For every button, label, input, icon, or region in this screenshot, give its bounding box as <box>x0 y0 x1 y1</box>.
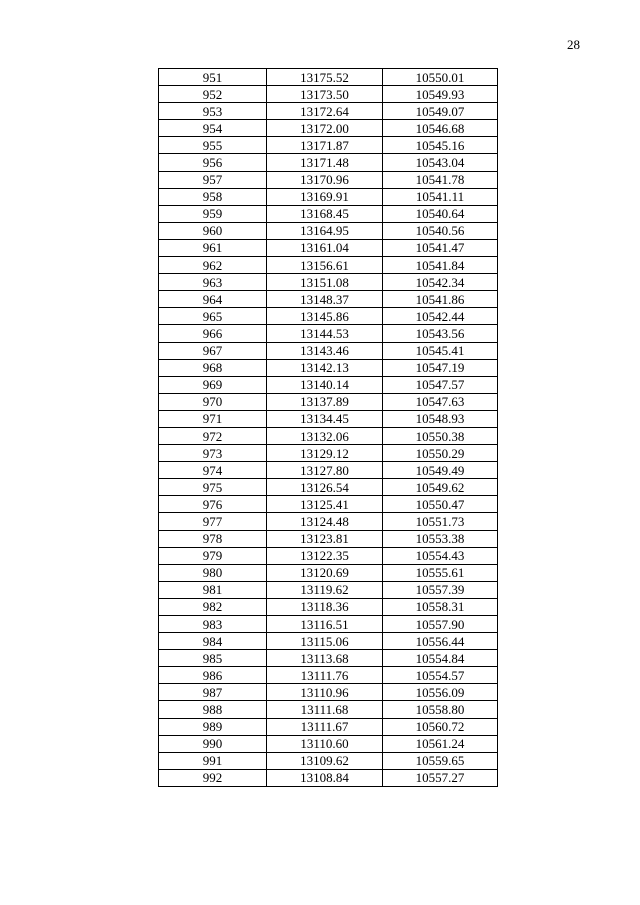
y-coordinate-cell: 10547.19 <box>383 359 498 376</box>
point-number-cell: 985 <box>159 650 267 667</box>
y-coordinate-cell: 10548.93 <box>383 410 498 427</box>
x-coordinate-cell: 13110.96 <box>267 684 383 701</box>
y-coordinate-cell: 10554.57 <box>383 667 498 684</box>
table-row <box>159 445 498 462</box>
point-number-cell: 990 <box>159 735 267 752</box>
y-coordinate-cell: 10541.47 <box>383 239 498 256</box>
y-coordinate-cell: 10558.80 <box>383 701 498 718</box>
y-coordinate-cell: 10554.43 <box>383 547 498 564</box>
table-row <box>159 633 498 650</box>
point-number-cell: 983 <box>159 616 267 633</box>
x-coordinate-cell: 13172.64 <box>267 103 383 120</box>
x-coordinate-cell: 13170.96 <box>267 171 383 188</box>
table-row <box>159 154 498 171</box>
x-coordinate-cell: 13126.54 <box>267 479 383 496</box>
point-number-cell: 982 <box>159 598 267 615</box>
point-number-cell: 974 <box>159 462 267 479</box>
table-row <box>159 410 498 427</box>
table-row <box>159 581 498 598</box>
x-coordinate-cell: 13171.48 <box>267 154 383 171</box>
x-coordinate-cell: 13118.36 <box>267 598 383 615</box>
point-number-cell: 988 <box>159 701 267 718</box>
point-number-cell: 992 <box>159 769 267 786</box>
y-coordinate-cell: 10540.56 <box>383 222 498 239</box>
table-row <box>159 735 498 752</box>
table-row <box>159 103 498 120</box>
point-number-cell: 978 <box>159 530 267 547</box>
y-coordinate-cell: 10549.93 <box>383 86 498 103</box>
x-coordinate-cell: 13168.45 <box>267 205 383 222</box>
table-row <box>159 308 498 325</box>
x-coordinate-cell: 13175.52 <box>267 69 383 86</box>
point-number-cell: 961 <box>159 239 267 256</box>
y-coordinate-cell: 10550.29 <box>383 445 498 462</box>
x-coordinate-cell: 13161.04 <box>267 239 383 256</box>
x-coordinate-cell: 13164.95 <box>267 222 383 239</box>
point-number-cell: 958 <box>159 188 267 205</box>
x-coordinate-cell: 13143.46 <box>267 342 383 359</box>
point-number-cell: 953 <box>159 103 267 120</box>
y-coordinate-cell: 10549.62 <box>383 479 498 496</box>
y-coordinate-cell: 10555.61 <box>383 564 498 581</box>
point-number-cell: 981 <box>159 581 267 598</box>
table-row <box>159 513 498 530</box>
y-coordinate-cell: 10554.84 <box>383 650 498 667</box>
x-coordinate-cell: 13125.41 <box>267 496 383 513</box>
x-coordinate-cell: 13116.51 <box>267 616 383 633</box>
point-number-cell: 963 <box>159 274 267 291</box>
x-coordinate-cell: 13142.13 <box>267 359 383 376</box>
x-coordinate-cell: 13140.14 <box>267 376 383 393</box>
table-row <box>159 120 498 137</box>
x-coordinate-cell: 13129.12 <box>267 445 383 462</box>
x-coordinate-cell: 13171.87 <box>267 137 383 154</box>
x-coordinate-cell: 13122.35 <box>267 547 383 564</box>
coordinate-table <box>158 68 498 787</box>
table-row <box>159 718 498 735</box>
table-row <box>159 598 498 615</box>
table-row <box>159 667 498 684</box>
table-row <box>159 479 498 496</box>
table-row <box>159 376 498 393</box>
point-number-cell: 962 <box>159 257 267 274</box>
table-row <box>159 205 498 222</box>
x-coordinate-cell: 13169.91 <box>267 188 383 205</box>
y-coordinate-cell: 10558.31 <box>383 598 498 615</box>
point-number-cell: 956 <box>159 154 267 171</box>
table-row <box>159 325 498 342</box>
point-number-cell: 980 <box>159 564 267 581</box>
table-row <box>159 274 498 291</box>
coordinate-table-body <box>159 69 498 787</box>
y-coordinate-cell: 10551.73 <box>383 513 498 530</box>
table-row <box>159 257 498 274</box>
x-coordinate-cell: 13156.61 <box>267 257 383 274</box>
y-coordinate-cell: 10541.86 <box>383 291 498 308</box>
table-row <box>159 650 498 667</box>
y-coordinate-cell: 10543.04 <box>383 154 498 171</box>
table-row <box>159 427 498 444</box>
point-number-cell: 951 <box>159 69 267 86</box>
point-number-cell: 968 <box>159 359 267 376</box>
table-row <box>159 530 498 547</box>
x-coordinate-cell: 13111.68 <box>267 701 383 718</box>
page-number: 28 <box>567 37 580 52</box>
point-number-cell: 960 <box>159 222 267 239</box>
x-coordinate-cell: 13127.80 <box>267 462 383 479</box>
y-coordinate-cell: 10561.24 <box>383 735 498 752</box>
table-row <box>159 342 498 359</box>
y-coordinate-cell: 10541.11 <box>383 188 498 205</box>
table-row <box>159 616 498 633</box>
x-coordinate-cell: 13109.62 <box>267 752 383 769</box>
y-coordinate-cell: 10557.39 <box>383 581 498 598</box>
y-coordinate-cell: 10556.09 <box>383 684 498 701</box>
point-number-cell: 984 <box>159 633 267 650</box>
point-number-cell: 957 <box>159 171 267 188</box>
y-coordinate-cell: 10543.56 <box>383 325 498 342</box>
y-coordinate-cell: 10549.07 <box>383 103 498 120</box>
point-number-cell: 954 <box>159 120 267 137</box>
table-row <box>159 222 498 239</box>
table-row <box>159 171 498 188</box>
table-row <box>159 462 498 479</box>
x-coordinate-cell: 13132.06 <box>267 427 383 444</box>
table-row <box>159 496 498 513</box>
point-number-cell: 952 <box>159 86 267 103</box>
point-number-cell: 959 <box>159 205 267 222</box>
table-row <box>159 86 498 103</box>
point-number-cell: 971 <box>159 410 267 427</box>
y-coordinate-cell: 10556.44 <box>383 633 498 650</box>
x-coordinate-cell: 13111.67 <box>267 718 383 735</box>
point-number-cell: 964 <box>159 291 267 308</box>
x-coordinate-cell: 13111.76 <box>267 667 383 684</box>
point-number-cell: 972 <box>159 427 267 444</box>
y-coordinate-cell: 10547.63 <box>383 393 498 410</box>
y-coordinate-cell: 10542.34 <box>383 274 498 291</box>
point-number-cell: 975 <box>159 479 267 496</box>
point-number-cell: 966 <box>159 325 267 342</box>
y-coordinate-cell: 10550.47 <box>383 496 498 513</box>
y-coordinate-cell: 10549.49 <box>383 462 498 479</box>
x-coordinate-cell: 13172.00 <box>267 120 383 137</box>
x-coordinate-cell: 13173.50 <box>267 86 383 103</box>
y-coordinate-cell: 10557.90 <box>383 616 498 633</box>
point-number-cell: 991 <box>159 752 267 769</box>
x-coordinate-cell: 13113.68 <box>267 650 383 667</box>
point-number-cell: 967 <box>159 342 267 359</box>
x-coordinate-cell: 13124.48 <box>267 513 383 530</box>
table-row <box>159 188 498 205</box>
x-coordinate-cell: 13115.06 <box>267 633 383 650</box>
table-row <box>159 69 498 86</box>
x-coordinate-cell: 13110.60 <box>267 735 383 752</box>
y-coordinate-cell: 10547.57 <box>383 376 498 393</box>
table-row <box>159 137 498 154</box>
point-number-cell: 987 <box>159 684 267 701</box>
y-coordinate-cell: 10545.41 <box>383 342 498 359</box>
table-row <box>159 684 498 701</box>
point-number-cell: 989 <box>159 718 267 735</box>
x-coordinate-cell: 13134.45 <box>267 410 383 427</box>
y-coordinate-cell: 10541.78 <box>383 171 498 188</box>
y-coordinate-cell: 10542.44 <box>383 308 498 325</box>
table-row <box>159 359 498 376</box>
y-coordinate-cell: 10541.84 <box>383 257 498 274</box>
table-row <box>159 291 498 308</box>
table-row <box>159 752 498 769</box>
point-number-cell: 955 <box>159 137 267 154</box>
y-coordinate-cell: 10540.64 <box>383 205 498 222</box>
y-coordinate-cell: 10557.27 <box>383 769 498 786</box>
y-coordinate-cell: 10546.68 <box>383 120 498 137</box>
y-coordinate-cell: 10545.16 <box>383 137 498 154</box>
point-number-cell: 986 <box>159 667 267 684</box>
y-coordinate-cell: 10559.65 <box>383 752 498 769</box>
x-coordinate-cell: 13137.89 <box>267 393 383 410</box>
y-coordinate-cell: 10560.72 <box>383 718 498 735</box>
point-number-cell: 973 <box>159 445 267 462</box>
table-row <box>159 393 498 410</box>
x-coordinate-cell: 13151.08 <box>267 274 383 291</box>
point-number-cell: 976 <box>159 496 267 513</box>
point-number-cell: 979 <box>159 547 267 564</box>
point-number-cell: 969 <box>159 376 267 393</box>
x-coordinate-cell: 13119.62 <box>267 581 383 598</box>
table-row <box>159 564 498 581</box>
table-row <box>159 769 498 786</box>
y-coordinate-cell: 10550.38 <box>383 427 498 444</box>
table-row <box>159 239 498 256</box>
x-coordinate-cell: 13145.86 <box>267 308 383 325</box>
table-row <box>159 701 498 718</box>
y-coordinate-cell: 10553.38 <box>383 530 498 547</box>
y-coordinate-cell: 10550.01 <box>383 69 498 86</box>
table-row <box>159 547 498 564</box>
x-coordinate-cell: 13120.69 <box>267 564 383 581</box>
point-number-cell: 970 <box>159 393 267 410</box>
x-coordinate-cell: 13108.84 <box>267 769 383 786</box>
x-coordinate-cell: 13148.37 <box>267 291 383 308</box>
x-coordinate-cell: 13144.53 <box>267 325 383 342</box>
point-number-cell: 965 <box>159 308 267 325</box>
x-coordinate-cell: 13123.81 <box>267 530 383 547</box>
point-number-cell: 977 <box>159 513 267 530</box>
